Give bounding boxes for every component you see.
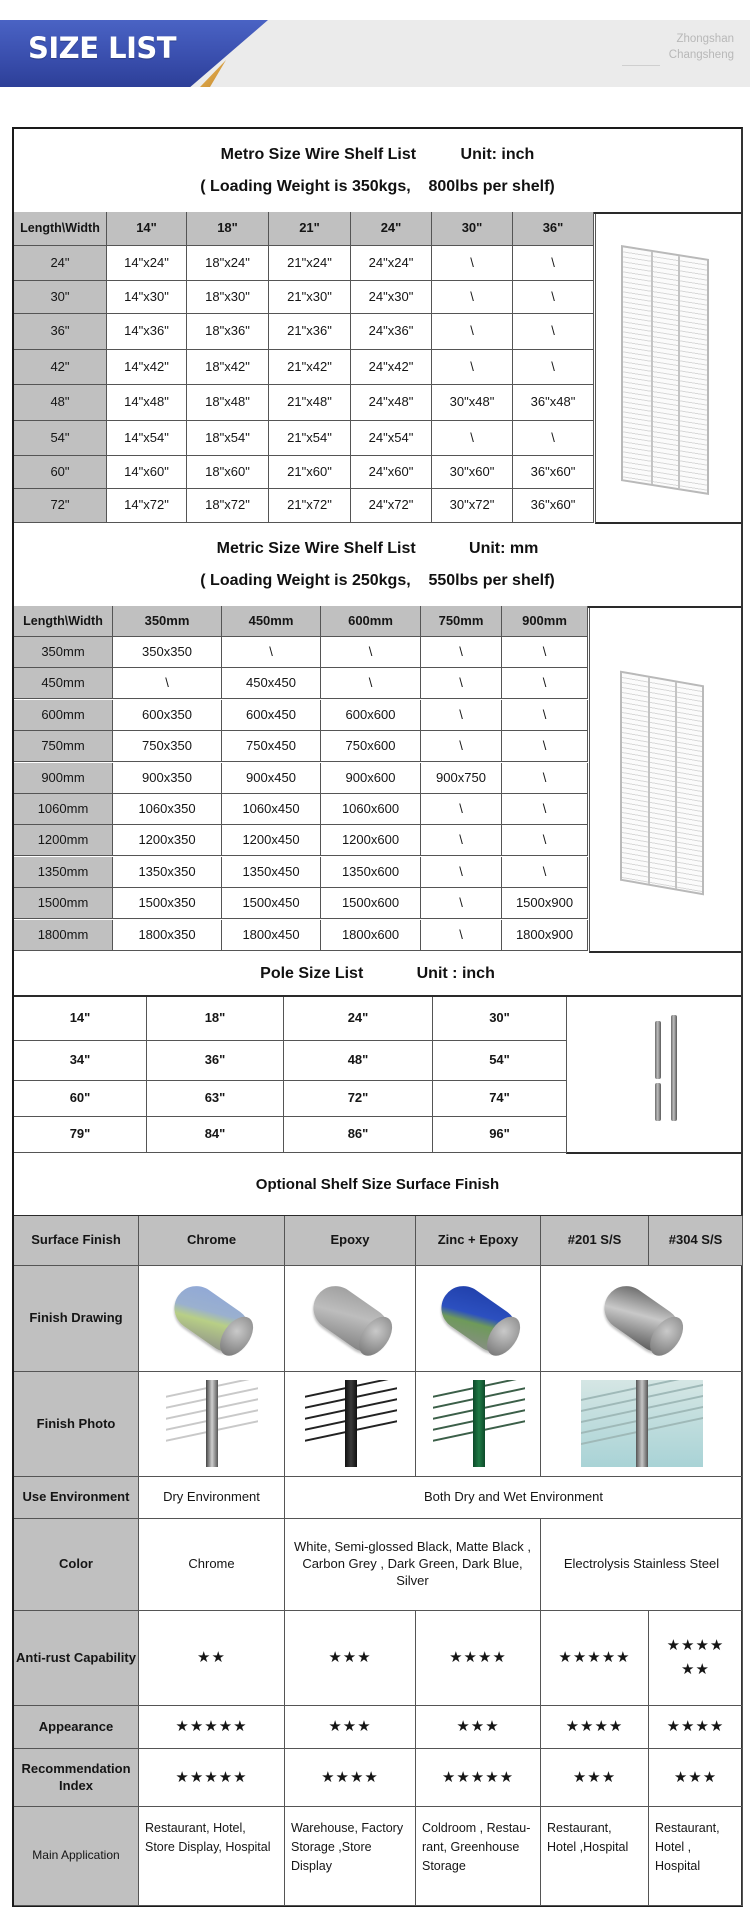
metro-row-length: 42" xyxy=(14,350,107,385)
pole-photo-icon xyxy=(345,1380,357,1467)
main-application-cell: Coldroom , Restau-rant, Greenhouse Storage xyxy=(416,1807,541,1906)
pole-size-cell: 14" xyxy=(14,997,147,1041)
metro-row-length: 24" xyxy=(14,246,107,281)
metric-size-cell: 750x350 xyxy=(113,731,222,762)
metric-row-length: 1800mm xyxy=(14,920,113,951)
metro-size-cell: 24"x36" xyxy=(351,314,432,350)
main-application-cell: Warehouse, Factory Storage ,Store Display xyxy=(285,1807,416,1906)
metro-row-length: 54" xyxy=(14,421,107,456)
metric-size-cell: 1800x900 xyxy=(502,920,588,951)
pole-size-cell: 60" xyxy=(14,1081,147,1117)
appearance-rating: ★★★ xyxy=(285,1706,416,1749)
metric-size-cell: 1800x600 xyxy=(321,920,421,951)
antirust-rating: ★★★ xyxy=(285,1611,416,1706)
metric-size-cell: 350x350 xyxy=(113,637,222,668)
metro-size-cell: 18"x72" xyxy=(187,489,269,523)
cylinder-end-icon xyxy=(213,1311,260,1362)
finish-photo-cell xyxy=(416,1372,541,1477)
metric-size-cell: \ xyxy=(502,700,588,731)
metric-size-cell: \ xyxy=(421,920,502,951)
finish-column-header: #304 S/S xyxy=(649,1216,743,1266)
metro-size-cell: 21"x54" xyxy=(269,421,351,456)
metro-size-cell: \ xyxy=(513,246,594,281)
finish-photo-cell xyxy=(139,1372,285,1477)
cylinder-end-icon xyxy=(480,1311,527,1362)
metric-row-length: 1060mm xyxy=(14,794,113,825)
metro-size-cell: 21"x72" xyxy=(269,489,351,523)
metric-row-length: 600mm xyxy=(14,700,113,731)
metro-size-cell: 14"x72" xyxy=(107,489,187,523)
metro-size-cell: 18"x42" xyxy=(187,350,269,385)
finish-column-header: #201 S/S xyxy=(541,1216,649,1266)
pole-image-cell xyxy=(566,997,741,1154)
metric-row-length: 1200mm xyxy=(14,825,113,856)
metric-row-length: 450mm xyxy=(14,668,113,699)
color-stainless: Electrolysis Stainless Steel xyxy=(541,1519,743,1611)
metric-size-cell: \ xyxy=(321,668,421,699)
metric-size-cell: \ xyxy=(421,888,502,919)
finish-column-header: Epoxy xyxy=(285,1216,416,1266)
pole-title-block xyxy=(14,953,741,997)
pole-size-cell: 24" xyxy=(284,997,433,1041)
pole-icon xyxy=(655,1083,661,1121)
metro-shelf-image-cell xyxy=(595,214,741,524)
metro-size-cell: 36"x60" xyxy=(513,489,594,523)
metric-size-cell: 1500x450 xyxy=(222,888,321,919)
metric-column-header: 600mm xyxy=(321,606,421,637)
metro-column-header: 18" xyxy=(187,212,269,246)
pole-photo-icon xyxy=(473,1380,485,1467)
stainless-cylinder-icon xyxy=(596,1277,688,1360)
brand-divider xyxy=(622,65,660,66)
chrome-shelf-photo-icon xyxy=(166,1380,258,1467)
brand-line-2: Changsheng xyxy=(668,49,734,61)
metro-size-cell: 24"x48" xyxy=(351,385,432,421)
recommendation-rating: ★★★★★ xyxy=(416,1749,541,1807)
metric-size-cell: 750x600 xyxy=(321,731,421,762)
metric-column-header: 750mm xyxy=(421,606,502,637)
metro-size-cell: 18"x36" xyxy=(187,314,269,350)
metric-size-cell: \ xyxy=(502,637,588,668)
metro-size-cell: \ xyxy=(432,246,513,281)
metric-size-cell: 900x600 xyxy=(321,763,421,794)
metro-column-header: 36" xyxy=(513,212,594,246)
metric-size-cell: \ xyxy=(421,794,502,825)
metro-column-header: 30" xyxy=(432,212,513,246)
metric-size-cell: \ xyxy=(502,668,588,699)
metric-size-cell: \ xyxy=(421,668,502,699)
metro-size-cell: \ xyxy=(513,281,594,314)
metric-title-block xyxy=(14,523,741,608)
metric-size-cell: 1800x350 xyxy=(113,920,222,951)
metric-size-cell: \ xyxy=(421,637,502,668)
metro-size-cell: 14"x30" xyxy=(107,281,187,314)
metric-row-length: 750mm xyxy=(14,731,113,762)
metric-size-cell: \ xyxy=(421,700,502,731)
metric-corner-header: Length\Width xyxy=(14,606,113,637)
metro-size-cell: 21"x60" xyxy=(269,456,351,489)
metric-column-header: 450mm xyxy=(222,606,321,637)
main-application-label: Main Application xyxy=(14,1807,139,1906)
pole-size-cell: 34" xyxy=(14,1041,147,1081)
cylinder-end-icon xyxy=(352,1311,399,1362)
metro-size-cell: 18"x54" xyxy=(187,421,269,456)
appearance-rating: ★★★★ xyxy=(649,1706,743,1749)
epoxy-cylinder-icon xyxy=(304,1277,396,1360)
metro-size-cell: 21"x24" xyxy=(269,246,351,281)
metric-size-cell: \ xyxy=(421,857,502,888)
metro-size-cell: \ xyxy=(513,421,594,456)
metric-size-cell: 600x450 xyxy=(222,700,321,731)
metric-size-cell: \ xyxy=(502,794,588,825)
brand-line-1: Zhongshan xyxy=(676,33,734,45)
metro-row-length: 36" xyxy=(14,314,107,350)
pole-title: Pole Size List Unit : inch xyxy=(260,965,495,982)
metric-size-cell: 1060x450 xyxy=(222,794,321,825)
metric-row-length: 1500mm xyxy=(14,888,113,919)
metric-shelf-image-cell xyxy=(589,608,741,953)
metro-corner-header: Length\Width xyxy=(14,212,107,246)
appearance-rating: ★★★★ xyxy=(541,1706,649,1749)
metric-size-cell: 1060x350 xyxy=(113,794,222,825)
metric-column-header: 350mm xyxy=(113,606,222,637)
metro-size-cell: \ xyxy=(513,350,594,385)
wire-shelf-icon xyxy=(620,671,704,896)
metro-size-cell: 24"x42" xyxy=(351,350,432,385)
metric-subtitle: ( Loading Weight is 250kgs, 550lbs per shelf) xyxy=(200,571,555,589)
metro-row-length: 72" xyxy=(14,489,107,523)
chrome-cylinder-icon xyxy=(166,1277,258,1360)
appearance-rating: ★★★ xyxy=(416,1706,541,1749)
finish-drawing-cell xyxy=(416,1266,541,1372)
environment-others: Both Dry and Wet Environment xyxy=(285,1477,743,1519)
metric-size-cell: 600x350 xyxy=(113,700,222,731)
metro-size-cell: 24"x54" xyxy=(351,421,432,456)
environment-chrome: Dry Environment xyxy=(139,1477,285,1519)
metric-row-length: 350mm xyxy=(14,637,113,668)
pole-size-cell: 79" xyxy=(14,1117,147,1153)
metro-subtitle: ( Loading Weight is 350kgs, 800lbs per shelf) xyxy=(200,177,555,195)
metro-size-cell: 14"x48" xyxy=(107,385,187,421)
metro-row-length: 60" xyxy=(14,456,107,489)
metric-size-cell: 900x450 xyxy=(222,763,321,794)
metro-size-cell: 21"x42" xyxy=(269,350,351,385)
metro-size-cell: 24"x60" xyxy=(351,456,432,489)
metro-size-cell: \ xyxy=(513,314,594,350)
antirust-rating: ★★ xyxy=(139,1611,285,1706)
pole-size-cell: 86" xyxy=(284,1117,433,1153)
stainless-shelf-photo-icon xyxy=(581,1380,703,1467)
metro-size-cell: 14"x42" xyxy=(107,350,187,385)
metric-size-cell: 750x450 xyxy=(222,731,321,762)
metric-size-cell: \ xyxy=(502,731,588,762)
metric-size-cell: 1200x450 xyxy=(222,825,321,856)
finish-drawing-cell xyxy=(139,1266,285,1372)
metro-size-cell: 14"x60" xyxy=(107,456,187,489)
metro-title: Metro Size Wire Shelf List Unit: inch xyxy=(220,145,535,163)
main-application-cell: Restaurant, Hotel ,Hospital xyxy=(541,1807,649,1906)
metric-size-cell: 900x750 xyxy=(421,763,502,794)
finish-column-header: Zinc + Epoxy xyxy=(416,1216,541,1266)
pole-size-cell: 74" xyxy=(433,1081,567,1117)
metro-row-length: 48" xyxy=(14,385,107,421)
metro-row-length: 30" xyxy=(14,281,107,314)
size-list-sheet xyxy=(12,127,743,1907)
metric-size-cell: \ xyxy=(502,825,588,856)
metro-size-cell: 18"x60" xyxy=(187,456,269,489)
green-epoxy-shelf-photo-icon xyxy=(433,1380,525,1467)
metro-size-cell: 30"x72" xyxy=(432,489,513,523)
cylinder-end-icon xyxy=(643,1311,690,1362)
metro-size-cell: 21"x48" xyxy=(269,385,351,421)
surface-finish-header: Surface Finish xyxy=(14,1216,139,1266)
antirust-rating: ★★★★★ xyxy=(541,1611,649,1706)
metric-row-length: 1350mm xyxy=(14,857,113,888)
finish-drawing-cell xyxy=(285,1266,416,1372)
finish-drawing-label: Finish Drawing xyxy=(14,1266,139,1372)
metro-size-cell: \ xyxy=(432,314,513,350)
recommendation-rating: ★★★ xyxy=(541,1749,649,1807)
anti-rust-label: Anti-rust Capability xyxy=(14,1611,139,1706)
pole-icon xyxy=(671,1015,677,1121)
metric-size-cell: 1500x900 xyxy=(502,888,588,919)
metric-size-cell: 1060x600 xyxy=(321,794,421,825)
metro-size-cell: 14"x36" xyxy=(107,314,187,350)
size-list-banner xyxy=(0,20,750,87)
recommendation-rating: ★★★ xyxy=(649,1749,743,1807)
metric-size-cell: 1800x450 xyxy=(222,920,321,951)
pole-size-cell: 30" xyxy=(433,997,567,1041)
main-application-cell: Restaurant, Hotel, Store Display, Hospital xyxy=(139,1807,285,1906)
metro-column-header: 21" xyxy=(269,212,351,246)
metro-size-cell: 24"x30" xyxy=(351,281,432,314)
recommendation-rating: ★★★★ xyxy=(285,1749,416,1807)
antirust-rating: ★★★★ xyxy=(416,1611,541,1706)
metric-size-cell: 600x600 xyxy=(321,700,421,731)
metric-size-cell: 1200x600 xyxy=(321,825,421,856)
metro-size-cell: 18"x30" xyxy=(187,281,269,314)
finish-column-header: Chrome xyxy=(139,1216,285,1266)
finish-title-block xyxy=(14,1154,741,1217)
metro-size-cell: 14"x24" xyxy=(107,246,187,281)
metric-size-cell: \ xyxy=(502,857,588,888)
color-chrome: Chrome xyxy=(139,1519,285,1611)
metric-size-cell: \ xyxy=(222,637,321,668)
metric-column-header: 900mm xyxy=(502,606,588,637)
color-label: Color xyxy=(14,1519,139,1611)
pole-size-cell: 72" xyxy=(284,1081,433,1117)
metric-size-cell: \ xyxy=(321,637,421,668)
metro-size-cell: 30"x48" xyxy=(432,385,513,421)
black-epoxy-shelf-photo-icon xyxy=(305,1380,397,1467)
metro-size-cell: 21"x30" xyxy=(269,281,351,314)
metro-size-cell: 21"x36" xyxy=(269,314,351,350)
metro-title-block xyxy=(14,129,741,214)
finish-photo-label: Finish Photo xyxy=(14,1372,139,1477)
pole-size-cell: 63" xyxy=(147,1081,284,1117)
pole-size-cell: 48" xyxy=(284,1041,433,1081)
metric-size-cell: 1200x350 xyxy=(113,825,222,856)
finish-drawing-cell xyxy=(541,1266,743,1372)
metro-size-cell: 24"x24" xyxy=(351,246,432,281)
metric-size-cell: 1350x600 xyxy=(321,857,421,888)
color-epoxy-zinc: White, Semi-glossed Black, Matte Black , Carbon Grey , Dark Green, Dark Blue, Silver xyxy=(285,1519,541,1611)
finish-photo-cell xyxy=(541,1372,743,1477)
metric-size-cell: 1350x350 xyxy=(113,857,222,888)
metro-size-cell: 18"x48" xyxy=(187,385,269,421)
pole-size-cell: 96" xyxy=(433,1117,567,1153)
metro-column-header: 24" xyxy=(351,212,432,246)
pole-photo-icon xyxy=(636,1380,648,1467)
finish-photo-cell xyxy=(285,1372,416,1477)
pole-size-cell: 36" xyxy=(147,1041,284,1081)
use-environment-label: Use Environment xyxy=(14,1477,139,1519)
brand-name xyxy=(669,31,734,63)
pole-icon xyxy=(655,1021,661,1079)
metro-size-cell: 30"x60" xyxy=(432,456,513,489)
metro-size-cell: 36"x48" xyxy=(513,385,594,421)
pole-size-cell: 54" xyxy=(433,1041,567,1081)
metro-size-cell: 14"x54" xyxy=(107,421,187,456)
metric-size-cell: 1500x600 xyxy=(321,888,421,919)
antirust-rating: ★★★★★★ xyxy=(649,1611,743,1706)
metric-title: Metric Size Wire Shelf List Unit: mm xyxy=(216,539,539,557)
metric-size-cell: 1350x450 xyxy=(222,857,321,888)
pole-size-cell: 84" xyxy=(147,1117,284,1153)
metro-column-header: 14" xyxy=(107,212,187,246)
metric-size-cell: \ xyxy=(421,731,502,762)
metric-size-cell: 1500x350 xyxy=(113,888,222,919)
finish-title: Optional Shelf Size Surface Finish xyxy=(255,1176,500,1193)
page-title: SIZE LIST xyxy=(28,31,177,65)
metric-size-cell: 450x450 xyxy=(222,668,321,699)
metric-size-cell: 900x350 xyxy=(113,763,222,794)
recommendation-rating: ★★★★★ xyxy=(139,1749,285,1807)
appearance-rating: ★★★★★ xyxy=(139,1706,285,1749)
metro-size-cell: \ xyxy=(432,421,513,456)
metro-size-cell: 18"x24" xyxy=(187,246,269,281)
wire-shelf-icon xyxy=(621,245,709,495)
metro-size-cell: 36"x60" xyxy=(513,456,594,489)
pole-photo-icon xyxy=(206,1380,218,1467)
metric-row-length: 900mm xyxy=(14,763,113,794)
metro-size-cell: 24"x72" xyxy=(351,489,432,523)
metric-size-cell: \ xyxy=(502,763,588,794)
appearance-label: Appearance xyxy=(14,1706,139,1749)
metro-size-cell: \ xyxy=(432,350,513,385)
zinc-epoxy-cylinder-icon xyxy=(432,1277,524,1360)
recommendation-label: Recommendation Index xyxy=(14,1749,139,1807)
metro-size-cell: \ xyxy=(432,281,513,314)
metric-size-cell: \ xyxy=(113,668,222,699)
main-application-cell: Restaurant, Hotel , Hospital xyxy=(649,1807,743,1906)
pole-size-cell: 18" xyxy=(147,997,284,1041)
metric-size-cell: \ xyxy=(421,825,502,856)
